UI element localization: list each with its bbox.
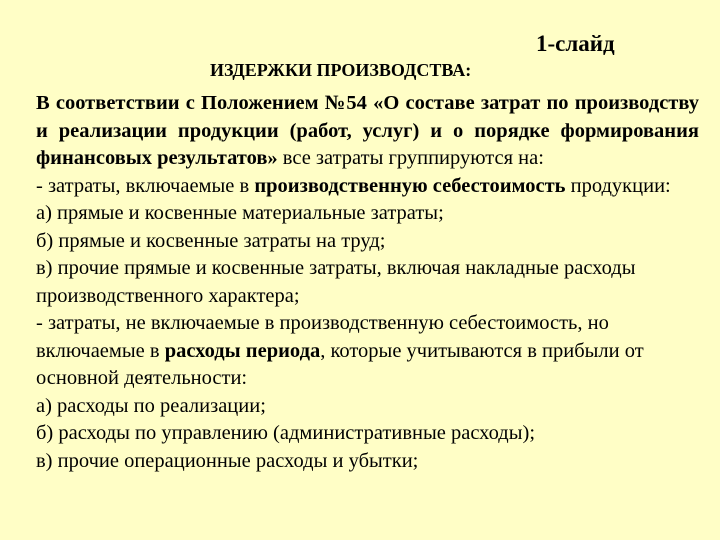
slide-body [36, 90, 699, 475]
group-production-cost-term: производственную себестоимость [254, 174, 566, 197]
group-period-expenses [36, 310, 699, 393]
group-period-expenses-prefix: - затраты, не включаемые в производственную себестоимость, но включаемые в [36, 312, 609, 362]
list-item: в) прочие прямые и косвенные затраты, включая накладные расходы производственного характера; [36, 257, 636, 307]
list-item: а) прямые и косвенные материальные затраты; [36, 202, 444, 224]
slide-number-label: 1-слайд [536, 31, 615, 56]
list-item: а) расходы по реализации; [36, 394, 266, 417]
group-production-cost-prefix: - затраты, включаемые в [36, 174, 255, 197]
intro-rest-text: все затраты группируются на: [277, 147, 544, 169]
slide-title: ИЗДЕРЖКИ ПРОИЗВОДСТВА: [210, 60, 472, 80]
intro-paragraph [36, 90, 699, 173]
list-item: в) прочие операционные расходы и убытки; [36, 449, 419, 472]
group-production-cost [36, 173, 699, 201]
group-production-cost-suffix: продукции: [565, 174, 671, 197]
intro-regulation-reference: В соответствии с Положением №54 «О составе затрат по производству и реализации продукции (работ, услуг) и о порядке формирования финансовых результатов» [36, 92, 699, 169]
list-item: б) расходы по управлению (административные расходы); [36, 422, 536, 444]
group-period-expenses-suffix: , которые учитываются в прибыли от основной деятельности: [36, 339, 644, 389]
list-item: б) прямые и косвенные затраты на труд; [36, 229, 386, 252]
group-period-expenses-term: расходы периода [164, 339, 321, 362]
